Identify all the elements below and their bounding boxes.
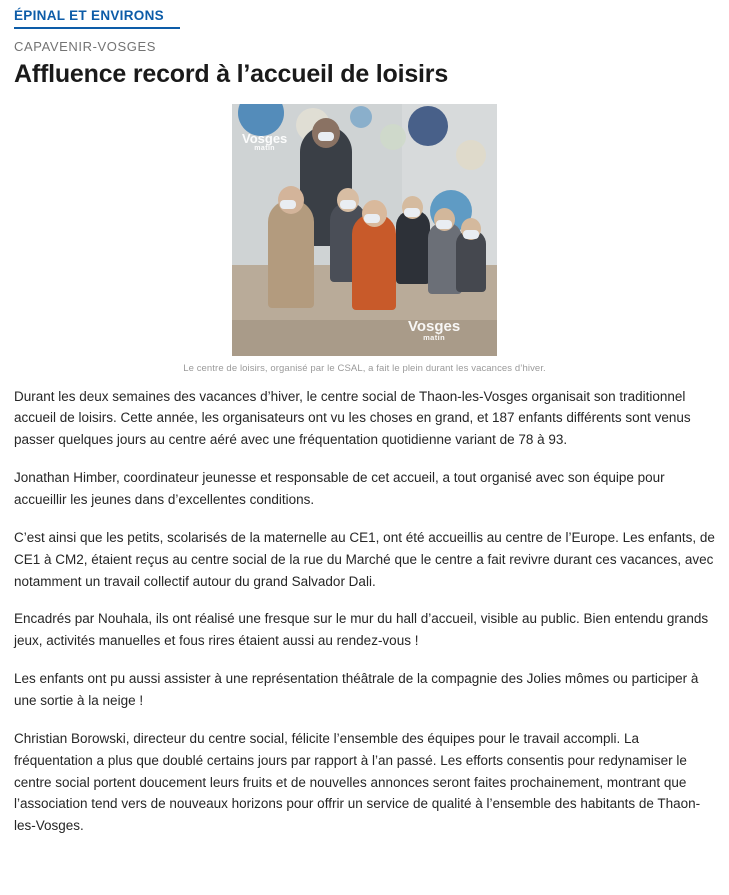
wall-dot (456, 140, 486, 170)
photo-person-child-front-left (268, 200, 314, 308)
article-paragraph: Durant les deux semaines des vacances d’hiver, le centre social de Thaon-les-Vosges organisait son traditionnel accueil de loisirs. Cette année, les organisateurs ont vu les choses en grand, et 187 enfants différents sont venus passer quelques jours au centre aéré avec une fréquentation quotidienne variant de 78 à 93. (14, 388, 691, 448)
face-mask-icon (436, 220, 452, 229)
watermark-top (242, 132, 287, 152)
face-mask-icon (280, 200, 296, 209)
article-paragraph: Les enfants ont pu aussi assister à une représentation théâtrale de la compagnie des Jolies mômes ou participer à une sortie à la neige ! (14, 671, 699, 709)
figure-caption: Le centre de loisirs, organisé par le CSAL, a fait le plein durant les vacances d’hiver. (183, 362, 546, 374)
article-paragraph: Jonathan Himber, coordinateur jeunesse et responsable de cet accueil, a tout organisé avec son équipe pour accueillir les jeunes dans d’excellentes conditions. (14, 470, 665, 508)
article-figure (14, 104, 715, 374)
watermark-bottom-main: Vosges (408, 318, 461, 336)
watermark-bottom-sub: matin (423, 333, 446, 343)
photo-person-child-front-center (352, 214, 396, 310)
article-paragraph: C’est ainsi que les petits, scolarisés de la maternelle au CE1, ont été accueillis au centre de l’Europe. Les enfants, de CE1 à CM2, étaient reçus au centre social de la rue du Marché que le centre a fait revivre durant ces vacances, avec notamment un travail collectif autour du grand Salvador Dali. (14, 529, 715, 589)
face-mask-icon (364, 214, 380, 223)
face-mask-icon (318, 132, 334, 141)
watermark-bottom (408, 319, 460, 342)
article-body (14, 386, 715, 838)
locality-label: CAPAVENIR-VOSGES (14, 39, 157, 55)
page-title: Affluence record à l’accueil de loisirs (14, 60, 449, 89)
wall-dot (380, 124, 406, 150)
watermark-top-sub: matin (254, 144, 275, 152)
article-photo (232, 104, 497, 356)
face-mask-icon (404, 208, 420, 217)
wall-dot (408, 106, 448, 146)
face-mask-icon (463, 230, 479, 239)
watermark-top-main: Vosges (242, 130, 288, 146)
photo-person-child (396, 210, 430, 284)
section-kicker[interactable]: ÉPINAL ET ENVIRONS (14, 8, 164, 23)
kicker-underline (14, 27, 180, 29)
face-mask-icon (340, 200, 356, 209)
article-paragraph: Encadrés par Nouhala, ils ont réalisé une fresque sur le mur du hall d’accueil, visible au public. Bien entendu grands jeux, activités manuelles et fous rires étaient aussi au rendez-vous ! (14, 611, 709, 649)
wall-dot (350, 106, 372, 128)
article-paragraph: Christian Borowski, directeur du centre social, félicite l’ensemble des équipes pour le travail accompli. La fréquentation a plus que doublé certains jours par rapport à l’an passé. Les efforts consentis pour redynamiser le centre social portent doucement leurs fruits et de nouvelles annonces seront faites prochainement, montrant que l’association tend vers de nouveaux horizons pour offrir un service de qualité à l’ensemble des habitants de Thaon-les-Vosges. (14, 730, 701, 834)
